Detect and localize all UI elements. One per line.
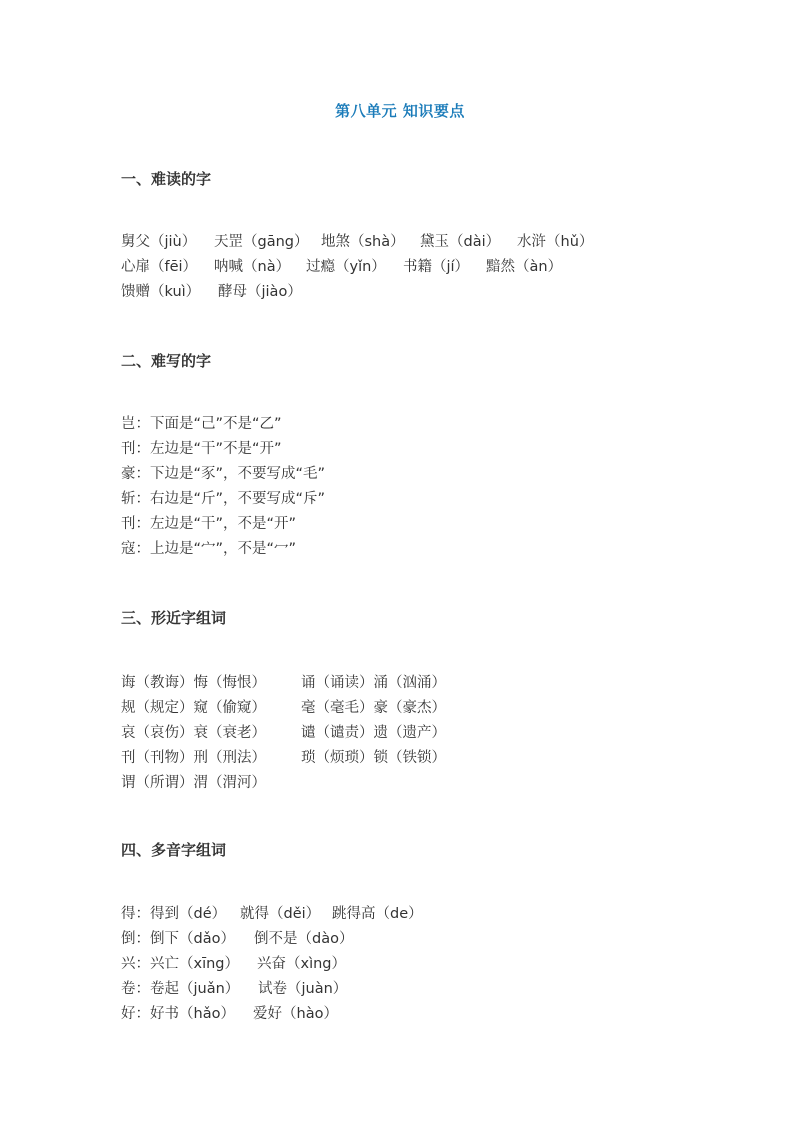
word-pinyin: 爱好（hào） (253, 1006, 338, 1022)
list-item: 岂：下面是“己”不是“乙” (121, 416, 282, 432)
word-pinyin: 舅父（jiù） (121, 234, 197, 250)
page-title: 第八单元 知识要点 (335, 102, 465, 120)
list-item (121, 952, 423, 977)
list-item (121, 230, 593, 255)
word-group: 刊（刊物）刑（刑法） (121, 750, 266, 766)
list-item (121, 255, 593, 280)
list-item (121, 771, 446, 796)
word-group: 规（规定）窥（偷窥） (121, 700, 266, 716)
list-item: 斩：右边是“斤”，不要写成“斥” (121, 491, 326, 507)
word-pinyin: 好：好书（hǎo） (121, 1006, 235, 1022)
polyphonic-list (121, 902, 423, 1027)
word-pinyin: 就得（děi） (240, 906, 321, 922)
list-item (121, 671, 446, 696)
list-item (121, 746, 446, 771)
section-heading-polyphonic: 四、多音字组词 (121, 841, 227, 859)
list-item (121, 696, 446, 721)
difficult-writing-list (121, 412, 325, 562)
list-item (121, 280, 593, 305)
word-pinyin: 黯然（àn） (486, 259, 563, 275)
word-pinyin: 试卷（juàn） (258, 981, 348, 997)
word-group: 毫（毫毛）豪（豪杰） (301, 700, 446, 716)
word-pinyin: 倒不是（dào） (254, 931, 354, 947)
word-pinyin: 天罡（gāng） (214, 234, 309, 250)
word-pinyin: 得：得到（dé） (121, 906, 227, 922)
word-pinyin: 水浒（hǔ） (517, 234, 594, 250)
list-item (121, 721, 446, 746)
word-group: 谓（所谓）渭（渭河） (121, 775, 266, 791)
section-heading-similar-chars: 三、形近字组词 (121, 609, 227, 627)
list-item (121, 902, 423, 927)
word-pinyin: 兴：兴亡（xīng） (121, 956, 240, 972)
difficult-reading-list (121, 230, 593, 305)
similar-chars-list (121, 671, 446, 796)
section-heading-difficult-writing: 二、难写的字 (121, 352, 212, 370)
word-group: 谴（谴责）遗（遗产） (301, 725, 446, 741)
word-pinyin: 跳得高（de） (332, 906, 423, 922)
list-item (121, 977, 423, 1002)
list-item (121, 1002, 423, 1027)
word-pinyin: 酵母（jiào） (218, 284, 302, 300)
word-group: 诲（教诲）悔（悔恨） (121, 675, 266, 691)
list-item: 刊：左边是“干”，不是“开” (121, 516, 297, 532)
word-pinyin: 卷：卷起（juǎn） (121, 981, 240, 997)
list-item: 豪：下边是“豕”，不要写成“毛” (121, 466, 326, 482)
word-pinyin: 地煞（shà） (321, 234, 405, 250)
word-pinyin: 过瘾（yǐn） (306, 259, 386, 275)
list-item (121, 927, 423, 952)
word-group: 诵（诵读）涌（汹涌） (301, 675, 446, 691)
word-pinyin: 黛玉（dài） (420, 234, 501, 250)
word-pinyin: 倒：倒下（dǎo） (121, 931, 235, 947)
list-item: 刊：左边是“干”不是“开” (121, 441, 282, 457)
word-group: 哀（哀伤）衰（衰老） (121, 725, 266, 741)
word-pinyin: 馈赠（kuì） (121, 284, 201, 300)
word-pinyin: 书籍（jí） (403, 259, 470, 275)
section-heading-difficult-reading: 一、难读的字 (121, 170, 212, 188)
word-pinyin: 心扉（fēi） (121, 259, 198, 275)
word-pinyin: 呐喊（nà） (214, 259, 291, 275)
word-pinyin: 兴奋（xìng） (257, 956, 347, 972)
word-group: 琐（烦琐）锁（铁锁） (301, 750, 446, 766)
list-item: 寇：上边是“宀”，不是“冖” (121, 541, 297, 557)
